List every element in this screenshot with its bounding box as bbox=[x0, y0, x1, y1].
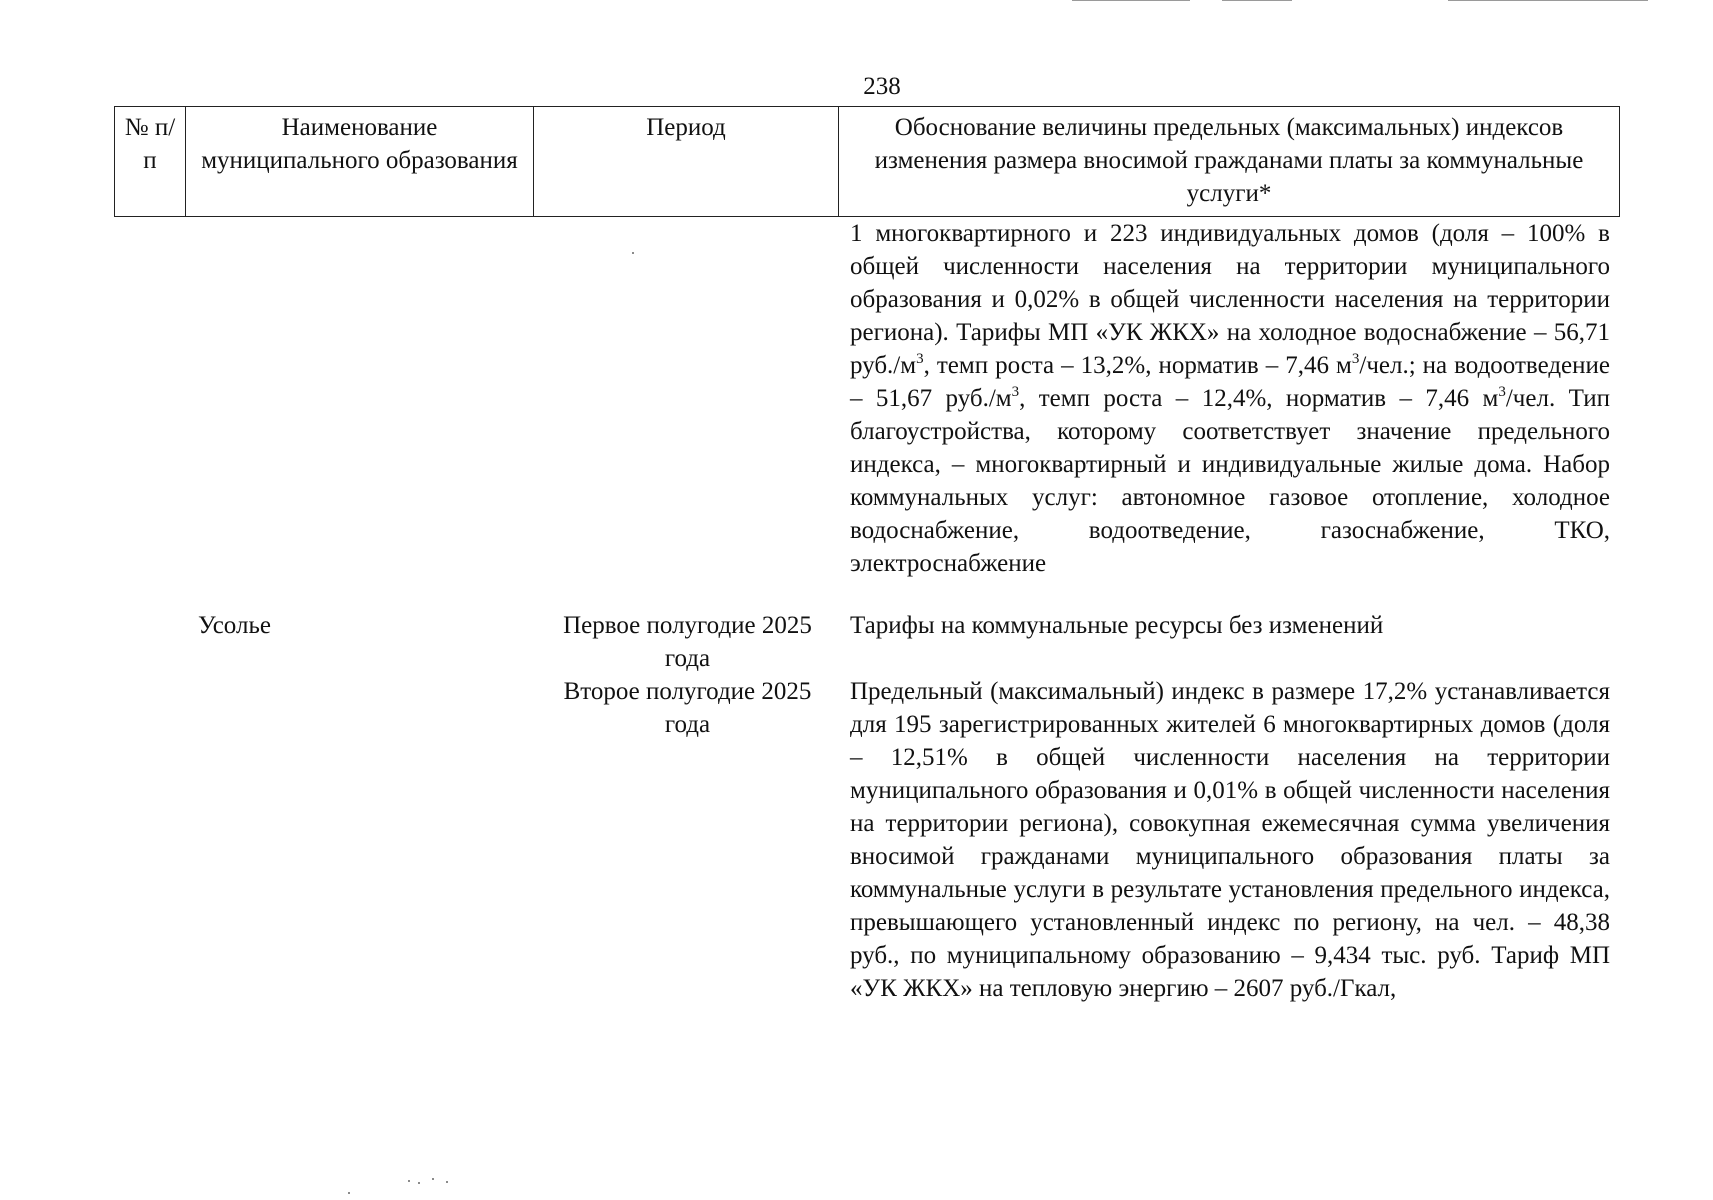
scan-speck bbox=[446, 1181, 448, 1183]
scan-speck bbox=[348, 1192, 350, 1194]
table-header bbox=[114, 106, 1620, 217]
scan-edge-line bbox=[1222, 0, 1292, 1]
scan-edge-line bbox=[1072, 0, 1190, 1]
justification-continuation: 1 многоквартирного и 223 индивидуальных домов (доля – 100% в общей численности населения на территории муниципального образования и 0,02% в общей численности населения на территории региона). Тарифы МП «УК ЖКХ» на холодное водоснабжение – 56,71 $руб./м^3$, темп роста – 13,2%, норматив – 7,46 $м^3$/чел.; на водоотведение – 51,67 $руб./м^3$, темп роста – 12,4%, норматив – 7,46 $м^3$/чел. Тип благоустройства, которому соответствует значение предельного индекса, – многоквартирный и индивидуальные жилые дома. Набор коммунальных услуг: автономное газовое отопление, холодное водоснабжение, водоотведение, газоснабжение, ТКО, электроснабжение bbox=[850, 220, 1611, 577]
scan-speck bbox=[632, 252, 634, 254]
municipality-name: Усолье bbox=[198, 612, 271, 639]
scan-speck bbox=[418, 1182, 420, 1184]
justification-second-half: Предельный (максимальный) индекс в размере 17,2% устанавливается для 195 зарегистрированных жителей 6 многоквартирных домов (доля – 12,51% в общей численности населения на территории муниципального образования и 0,01% в общей численности населения на территории региона), совокупная ежемесячная сумма увеличения вносимой гражданами муниципального образования платы за коммунальные услуги в результате установления предельного индекса, превышающего установленный индекс по региону, на чел. – 48,38 руб., по муниципальному образованию – 9,434 тыс. руб. Тариф МП «УК ЖКХ» на тепловую энергию – 2607 руб./Гкал, bbox=[850, 678, 1610, 1002]
scan-edge-line bbox=[1448, 0, 1648, 1]
page-number: 238 bbox=[863, 73, 901, 100]
period-first-half: Первое полугодие 2025 года bbox=[563, 612, 812, 672]
scan-speck bbox=[432, 1178, 434, 1180]
scan-speck bbox=[408, 1180, 410, 1182]
header-municipality: Наименование муниципального образования bbox=[186, 107, 534, 217]
header-num: № п/п bbox=[115, 107, 186, 217]
justification-first-half: Тарифы на коммунальные ресурсы без изменений bbox=[850, 612, 1384, 639]
header-period: Период bbox=[534, 107, 839, 217]
period-second-half: Второе полугодие 2025 года bbox=[563, 678, 812, 738]
header-justification: Обоснование величины предельных (максимальных) индексов изменения размера вносимой гражданами платы за коммунальные услуги* bbox=[839, 107, 1620, 217]
